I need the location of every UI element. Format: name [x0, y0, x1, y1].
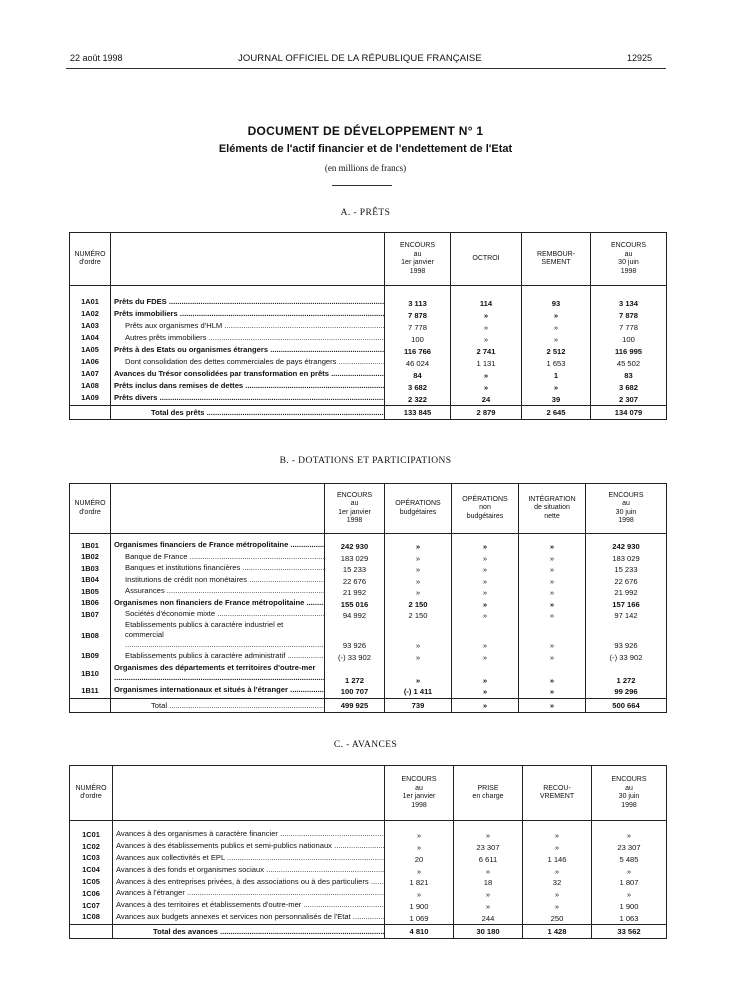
row-value: 1 272 [586, 662, 667, 685]
total-code [70, 698, 111, 712]
total-row [70, 698, 667, 712]
row-value: » [519, 685, 586, 697]
col-header-prise-en-charge: PRISE en charge [454, 766, 523, 821]
row-value: » [385, 840, 454, 852]
row-label [111, 320, 385, 332]
row-code: 1A02 [70, 308, 111, 320]
table-avances [69, 765, 667, 939]
row-label [113, 840, 385, 852]
row-value: 100 [385, 332, 451, 344]
row-value: » [452, 662, 519, 685]
table-prets [69, 232, 667, 420]
table-row [70, 899, 667, 911]
row-value: 18 [454, 876, 523, 888]
row-value: 3 113 [385, 296, 451, 308]
row-value: 23 307 [454, 840, 523, 852]
row-label [111, 620, 325, 650]
row-value: » [523, 829, 592, 841]
row-value: 3 682 [385, 380, 451, 392]
table-header-row [70, 484, 667, 534]
row-value: 99 296 [586, 685, 667, 697]
row-value: » [451, 308, 522, 320]
row-value: » [592, 864, 667, 876]
row-value: » [519, 586, 586, 598]
row-code: 1C01 [70, 829, 113, 841]
table-row [70, 586, 667, 598]
row-label-text: Organismes internationaux et situés à l'étranger ..... [114, 685, 325, 694]
table-row [70, 344, 667, 356]
row-code: 1A08 [70, 380, 111, 392]
table-row [70, 320, 667, 332]
table-row [70, 911, 667, 923]
row-value: » [385, 574, 452, 586]
row-value: » [519, 597, 586, 609]
row-value: 1 807 [592, 876, 667, 888]
row-value: 93 926 [586, 620, 667, 650]
row-value: 116 766 [385, 344, 451, 356]
total-label [111, 698, 325, 712]
row-label [113, 829, 385, 841]
row-value: 1 069 [385, 911, 454, 923]
table-row [70, 864, 667, 876]
row-value: » [385, 662, 452, 685]
row-label-text: Avances aux collectivités et EPL ..... [116, 853, 385, 862]
col-header-numero: NUMÉRO d'ordre [70, 766, 113, 821]
row-value: 1 272 [325, 662, 385, 685]
row-label-text: Etablissements publics à caractère administratif ..... [125, 651, 325, 660]
document-title: DOCUMENT DE DÉVELOPPEMENT N° 1 [247, 124, 484, 138]
table-row [70, 296, 667, 308]
table-row [70, 852, 667, 864]
row-value: 1 [522, 368, 591, 380]
row-code: 1B11 [70, 685, 111, 697]
table-row [70, 380, 667, 392]
row-label [111, 685, 325, 697]
row-label [111, 540, 325, 552]
col-header-numero: NUMÉRO d'ordre [70, 484, 111, 534]
row-label [111, 574, 325, 586]
row-value: 114 [451, 296, 522, 308]
table-row [70, 609, 667, 621]
row-value: » [385, 551, 452, 563]
row-label [111, 308, 385, 320]
row-value: 93 [522, 296, 591, 308]
row-value: 2 322 [385, 392, 451, 404]
col-header-designation [111, 233, 385, 286]
row-value: 22 676 [325, 574, 385, 586]
table-row [70, 308, 667, 320]
row-value: 84 [385, 368, 451, 380]
table-row [70, 685, 667, 697]
col-header-integration: INTÉGRATION de situation nette [519, 484, 586, 534]
row-code: 1A04 [70, 332, 111, 344]
row-label-text: Prêts aux organismes d'HLM ..... [125, 321, 385, 330]
row-code: 1A03 [70, 320, 111, 332]
row-value: » [519, 551, 586, 563]
row-code: 1C05 [70, 876, 113, 888]
row-value: 2 512 [522, 344, 591, 356]
row-label [113, 899, 385, 911]
row-value: » [522, 320, 591, 332]
table-row [70, 540, 667, 552]
row-value: » [454, 887, 523, 899]
row-value: 242 930 [325, 540, 385, 552]
row-value: 7 878 [591, 308, 667, 320]
row-value: » [522, 308, 591, 320]
row-value: 250 [523, 911, 592, 923]
row-value: » [454, 829, 523, 841]
row-label-text: Avances à des entreprises privées, à des associations ou à des particuliers ..... [116, 877, 385, 886]
row-value: 21 992 [586, 586, 667, 598]
row-label-text: Organismes non financiers de France métropolitaine ..... [114, 598, 325, 607]
section-c-title: C. - AVANCES [333, 740, 398, 750]
row-label-text: Avances à des fonds et organismes sociaux ..... [116, 865, 385, 874]
row-label [111, 662, 325, 685]
document-subtitle: Eléments de l'actif financier et de l'endettement de l'Etat [218, 143, 513, 155]
row-code: 1B07 [70, 609, 111, 621]
row-code: 1B03 [70, 563, 111, 575]
total-value: 739 [385, 698, 452, 712]
row-value: 15 233 [586, 563, 667, 575]
table-row [70, 597, 667, 609]
row-code: 1A07 [70, 368, 111, 380]
row-value: (-) 33 902 [325, 650, 385, 662]
row-code: 1C08 [70, 911, 113, 923]
row-code: 1B08 [70, 620, 111, 650]
row-value: » [451, 320, 522, 332]
row-value: 2 150 [385, 597, 452, 609]
row-label [113, 852, 385, 864]
row-value: » [519, 650, 586, 662]
row-label [113, 876, 385, 888]
row-label-text: Avances aux budgets annexes et services non personnalisés de l'Etat ..... [116, 912, 385, 921]
header-journal: JOURNAL OFFICIEL DE LA RÉPUBLIQUE FRANÇAISE [238, 53, 482, 64]
row-value: » [592, 887, 667, 899]
col-header-operations-budgetaires: OPÉRATIONS budgétaires [385, 484, 452, 534]
table-row [70, 563, 667, 575]
row-label [111, 344, 385, 356]
row-value: 83 [591, 368, 667, 380]
row-code: 1B09 [70, 650, 111, 662]
table-dotations [69, 483, 667, 713]
section-b-title: B. - DOTATIONS ET PARTICIPATIONS [279, 456, 452, 466]
row-label-text: Prêts du FDES ..... [114, 297, 385, 306]
row-label [111, 296, 385, 308]
total-label-text: Total des avances ..... [153, 927, 385, 936]
row-value: 20 [385, 852, 454, 864]
row-label-text: Prêts inclus dans remises de dettes ..... [114, 381, 385, 390]
row-label-text: Organismes des départements et territoires d'outre-mer ..... [114, 663, 325, 682]
row-value: » [452, 574, 519, 586]
row-value: » [522, 380, 591, 392]
row-code: 1A05 [70, 344, 111, 356]
row-label [111, 380, 385, 392]
row-value: » [523, 840, 592, 852]
row-value: » [385, 563, 452, 575]
total-value: 500 664 [586, 698, 667, 712]
col-header-designation [111, 484, 325, 534]
row-label-text: Avances à des territoires et établissements d'outre-mer ..... [116, 900, 385, 909]
row-value: 2 150 [385, 609, 452, 621]
table-row [70, 840, 667, 852]
row-value: 32 [523, 876, 592, 888]
row-value: 1 653 [522, 356, 591, 368]
row-value: » [452, 586, 519, 598]
row-value: 183 029 [586, 551, 667, 563]
total-row [70, 406, 667, 420]
row-value: 2 741 [451, 344, 522, 356]
row-value: 116 995 [591, 344, 667, 356]
row-value: » [592, 829, 667, 841]
row-code: 1B01 [70, 540, 111, 552]
row-code: 1C03 [70, 852, 113, 864]
row-value: 39 [522, 392, 591, 404]
row-value: 183 029 [325, 551, 385, 563]
row-value: 1 821 [385, 876, 454, 888]
row-code: 1B06 [70, 597, 111, 609]
row-value: 244 [454, 911, 523, 923]
col-header-encours-debut: ENCOURS au 1er janvier 1998 [325, 484, 385, 534]
row-value: (-) 1 411 [385, 685, 452, 697]
row-value: 7 778 [591, 320, 667, 332]
table-row [70, 662, 667, 685]
row-value: 45 502 [591, 356, 667, 368]
row-value: 15 233 [325, 563, 385, 575]
row-code: 1A06 [70, 356, 111, 368]
row-value: 21 992 [325, 586, 385, 598]
row-value: 5 485 [592, 852, 667, 864]
total-value: 1 428 [523, 925, 592, 939]
row-value: » [452, 609, 519, 621]
row-value: 22 676 [586, 574, 667, 586]
row-value: » [519, 662, 586, 685]
total-value: 4 810 [385, 925, 454, 939]
total-value: 133 845 [385, 406, 451, 420]
row-label-text: Etablissements publics à caractère industriel et commercial ..... [125, 620, 325, 649]
col-header-encours-debut: ENCOURS au 1er janvier 1998 [385, 766, 454, 821]
total-row [70, 925, 667, 939]
total-label-text: Total ..... [151, 701, 325, 710]
row-label [111, 650, 325, 662]
row-value: 97 142 [586, 609, 667, 621]
row-value: 157 166 [586, 597, 667, 609]
row-value: 24 [451, 392, 522, 404]
row-value: 1 900 [385, 899, 454, 911]
total-value: 499 925 [325, 698, 385, 712]
row-value: » [385, 864, 454, 876]
row-label-text: Organismes financiers de France métropolitaine ..... [114, 540, 325, 549]
row-value: 100 [591, 332, 667, 344]
row-value: 1 146 [523, 852, 592, 864]
row-code: 1B02 [70, 551, 111, 563]
row-value: 7 878 [385, 308, 451, 320]
row-code: 1B04 [70, 574, 111, 586]
row-code: 1B05 [70, 586, 111, 598]
row-value: 2 307 [591, 392, 667, 404]
spacer-row [70, 286, 667, 296]
row-label-text: Dont consolidation des dettes commerciales de pays étrangers ..... [125, 357, 385, 366]
row-value: 93 926 [325, 620, 385, 650]
col-header-operations-non-budgetaires: OPÉRATIONS non budgétaires [452, 484, 519, 534]
row-value: » [385, 540, 452, 552]
row-code: 1B10 [70, 662, 111, 685]
row-label-text: Sociétés d'économie mixte ..... [125, 609, 325, 618]
total-value: 134 079 [591, 406, 667, 420]
table-row [70, 876, 667, 888]
row-label [111, 609, 325, 621]
spacer-row [70, 821, 667, 829]
row-label [111, 586, 325, 598]
header-date: 22 août 1998 [70, 53, 123, 63]
row-label-text: Avances à des établissements publics et semi-publics nationaux ..... [116, 841, 385, 850]
row-label-text: Banque de France ..... [125, 552, 325, 561]
row-label [113, 887, 385, 899]
total-value: 2 645 [522, 406, 591, 420]
row-value: » [523, 887, 592, 899]
table-row [70, 356, 667, 368]
total-label [113, 925, 385, 939]
table-row [70, 829, 667, 841]
row-value: » [522, 332, 591, 344]
row-value: » [452, 597, 519, 609]
row-value: 3 682 [591, 380, 667, 392]
row-label [111, 551, 325, 563]
row-value: » [451, 368, 522, 380]
row-label-text: Institutions de crédit non monétaires ..... [125, 575, 325, 584]
row-label-text: Prêts immobiliers ..... [114, 309, 385, 318]
row-value: 94 992 [325, 609, 385, 621]
row-value: » [385, 887, 454, 899]
row-value: » [452, 551, 519, 563]
col-header-numero: NUMÉRO d'ordre [70, 233, 111, 286]
table-row [70, 551, 667, 563]
row-value: » [452, 650, 519, 662]
row-code: 1C04 [70, 864, 113, 876]
table-row [70, 574, 667, 586]
row-value: 100 707 [325, 685, 385, 697]
table-row [70, 620, 667, 650]
document-unit: (en millions de francs) [324, 163, 407, 173]
table-row [70, 332, 667, 344]
row-code: 1C06 [70, 887, 113, 899]
row-value: » [454, 899, 523, 911]
col-header-encours-fin: ENCOURS au 30 juin 1998 [592, 766, 667, 821]
row-value: » [519, 563, 586, 575]
row-value: » [523, 899, 592, 911]
header-page-number: 12925 [627, 53, 653, 63]
row-label-text: Avances à des organismes à caractère financier ..... [116, 829, 385, 838]
total-value: » [519, 698, 586, 712]
row-label-text: Banques et institutions financières ..... [125, 563, 325, 572]
row-value: 242 930 [586, 540, 667, 552]
row-value: » [385, 829, 454, 841]
row-value: 6 611 [454, 852, 523, 864]
row-value: 1 063 [592, 911, 667, 923]
row-label-text: Avances du Trésor consolidées par transformation en prêts ..... [114, 369, 385, 378]
row-label-text: Avances à l'étranger ..... [116, 888, 385, 897]
section-a-title: A. - PRÊTS [340, 208, 391, 218]
row-code: 1A01 [70, 296, 111, 308]
row-value: » [519, 620, 586, 650]
table-header-row [70, 766, 667, 821]
row-value: » [385, 650, 452, 662]
col-header-encours-debut: ENCOURS au 1er janvier 1998 [385, 233, 451, 286]
row-value: » [454, 864, 523, 876]
col-header-octroi: OCTROI [451, 233, 522, 286]
row-value: » [519, 540, 586, 552]
total-value: » [452, 698, 519, 712]
row-value: » [519, 609, 586, 621]
row-value: (-) 33 902 [586, 650, 667, 662]
row-label [111, 597, 325, 609]
row-value: 1 131 [451, 356, 522, 368]
row-label-text: Prêts divers ..... [114, 393, 385, 402]
row-code: 1C07 [70, 899, 113, 911]
row-value: 23 307 [592, 840, 667, 852]
row-code: 1C02 [70, 840, 113, 852]
row-value: » [451, 332, 522, 344]
total-value: 33 562 [592, 925, 667, 939]
row-value: » [519, 574, 586, 586]
row-label [113, 911, 385, 923]
row-value: 155 016 [325, 597, 385, 609]
row-label-text: Assurances ..... [125, 586, 325, 595]
row-value: 7 778 [385, 320, 451, 332]
row-value: » [452, 620, 519, 650]
col-header-remboursement: REMBOUR- SEMENT [522, 233, 591, 286]
table-row [70, 887, 667, 899]
row-label [113, 864, 385, 876]
total-label-text: Total des prêts ..... [151, 408, 385, 417]
header-rule [66, 68, 666, 69]
row-label [111, 368, 385, 380]
row-value: » [385, 620, 452, 650]
row-value: » [452, 563, 519, 575]
row-value: » [451, 380, 522, 392]
col-header-encours-fin: ENCOURS au 30 juin 1998 [586, 484, 667, 534]
row-value: 3 134 [591, 296, 667, 308]
table-row [70, 650, 667, 662]
row-value: » [452, 685, 519, 697]
row-value: 1 900 [592, 899, 667, 911]
total-code [70, 925, 113, 939]
row-label-text: Prêts à des Etats ou organismes étrangers ..... [114, 345, 385, 354]
row-value: » [523, 864, 592, 876]
row-label [111, 332, 385, 344]
title-separator [332, 185, 392, 186]
row-value: » [385, 586, 452, 598]
row-value: 46 024 [385, 356, 451, 368]
col-header-recouvrement: RECOU- VREMENT [523, 766, 592, 821]
row-label [111, 563, 325, 575]
total-code [70, 406, 111, 420]
row-label [111, 392, 385, 404]
row-value: » [452, 540, 519, 552]
col-header-encours-fin: ENCOURS au 30 juin 1998 [591, 233, 667, 286]
table-header-row [70, 233, 667, 286]
total-value: 2 879 [451, 406, 522, 420]
row-code: 1A09 [70, 392, 111, 404]
total-value: 30 180 [454, 925, 523, 939]
table-row [70, 392, 667, 404]
row-label-text: Autres prêts immobiliers ..... [125, 333, 385, 342]
total-label [111, 406, 385, 420]
row-label [111, 356, 385, 368]
table-row [70, 368, 667, 380]
col-header-designation [113, 766, 385, 821]
